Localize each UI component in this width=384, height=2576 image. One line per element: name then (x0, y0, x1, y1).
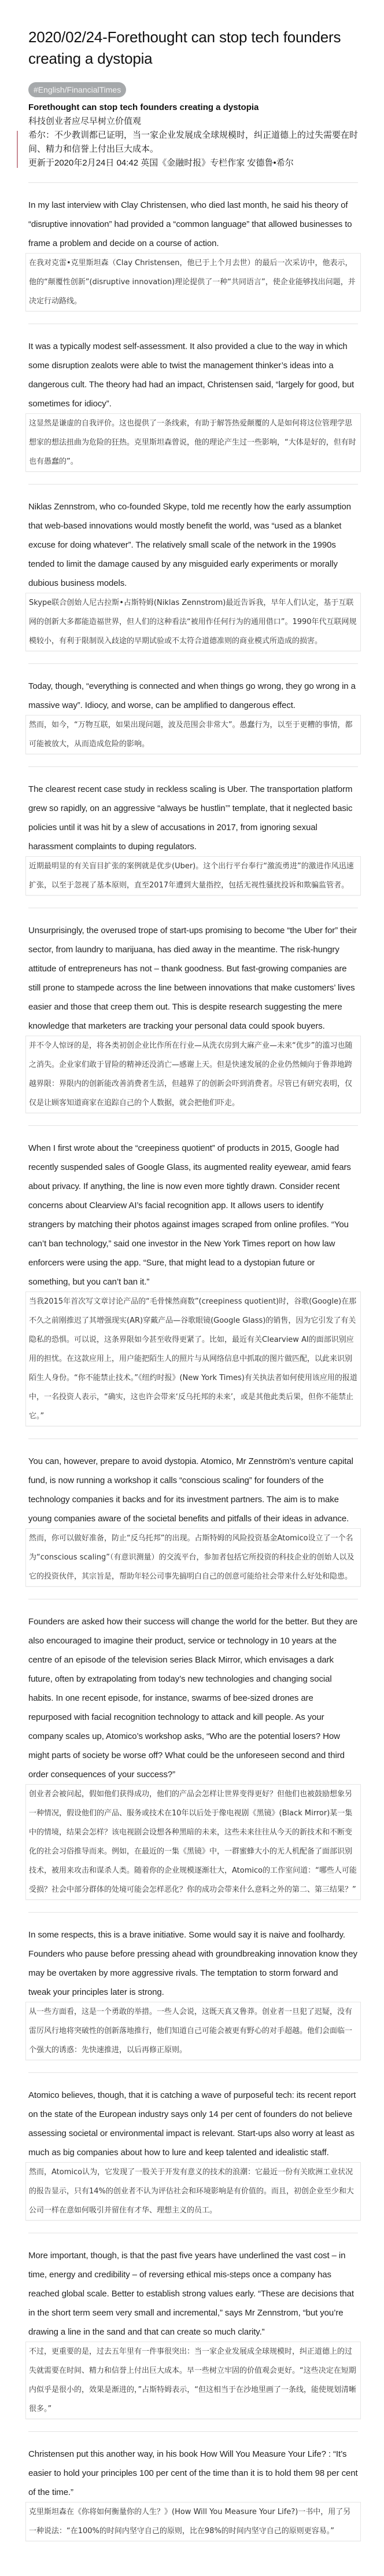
divider (28, 182, 358, 183)
divider (28, 663, 358, 664)
summary-text: 希尔：不少教训都已证明，当一家企业发展成全球规模时，纠正道德上的过失需要在时间、精力和信誉上付出巨大成本。 (28, 130, 359, 154)
paragraph-english: Unsurprisingly, the overused trope of start-ups promising to become “the Uber for” their sector, from laundry to marijuana, has died away in the meantime. The risk-hungry attitude of entrepreneurs has not – thank goodness. But fast-growing companies are still prone to stampede across the line between innovations that make customers’ lives easier and those that creep them out. This is despite research suggesting the mere knowledge that marketers are tracking your personal data could spook buyers. (28, 926, 357, 1031)
paragraph-chinese-translation: 克里斯坦森在《你将如何衡量你的人生？》(How Will You Measure Your Life?)一书中，用了另一种说法：“在100%的时间内坚守自己的原则，比在98%的时间内坚守自己的原则更容易。” (25, 2502, 361, 2541)
paragraph-chinese-translation: 并不令人惊讶的是，将各类初创企业比作所在行业—从洗衣房到大麻产业—未来“优步”的滥习也随之消失。企业家们敢于冒险的精神还没消亡—感谢上天。但是快速发展的企业仍然倾向于鲁莽地跨越界限：界限内的创新能改善消费者生活，但越界了的创新会吓到消费者。尽管已有研究表明，仅仅是让顾客知道商家在追踪自己的个人数据，就会把他们吓走。 (25, 1036, 361, 1113)
paragraph-chinese-translation: 当我2015年首次写文章讨论产品的“毛骨悚然商数”(creepiness quotient)时，谷歌(Google)在那不久之前刚推迟了其增强现实(AR)穿戴产品—谷歌眼镜(Google Glass)的销售，因为它引发了有关隐私的恐惧。可以说，这条界限如今甚至收得更紧了。比如，最近有关Clearview AI的面部识别应用的担忧。在这款应用上，用户能把陌生人的照片与从网络信息中抓取的图片做匹配，以此来识别陌生人身份。“你不能禁止技术。”《纽约时报》(New York Times)有关执法者如何使用该应用的报道中，一名投资人表示，“确实，这也许会带来‘反乌托邦的未来’，或是其他此类后果，但你不能禁止它。” (25, 1291, 361, 1426)
paragraph-chinese-translation: 然而，你可以做好准备，防止“反乌托邦”的出现。占斯特姆的风险投资基金Atomico设立了一个名为“conscious scaling”（有意识测量）的交流平台，参加者包括它所投资的科技企业的创始人以及它的投资伙伴，其宗旨是，帮助年轻公司事先搞明白自己的创意可能给社会带来什么好处和隐患。 (25, 1528, 361, 1587)
paragraph-english: Atomico believes, though, that it is catching a wave of purposeful tech: its recent report on the state of the European industry says only 14 per cent of founders do not believe assessing societal or environmental impact is relevant. Start-ups also worry at least as much as big companies about how to lure and keep talented and idealistic staff. (28, 2090, 356, 2157)
paragraph-english: The clearest recent case study in reckless scaling is Uber. The transportation platform grew so rapidly, on an aggressive “always be hustlin’” template, that it neglected basic policies until it was hit by a slew of accusations in 2017, from ignoring sexual harassment complaints to duping regulators. (28, 784, 353, 852)
divider (28, 1125, 358, 1126)
paragraph-chinese-translation: 在我对克雷•克里斯坦森（Clay Christensen，他已于上个月去世）的最后一次采访中，他表示，他的“颠覆性创新”(disruptive innovation)理论提供了一种“共同语言”，使企业能够找出问题，并决定行动路线。 (25, 253, 361, 311)
divider (28, 484, 358, 485)
paragraph-english: You can, however, prepare to avoid dystopia. Atomico, Mr Zennström’s venture capital fund, is now running a workshop it calls “conscious scaling” for founders of the technology companies it backs and for its investment partners. The aim is to make young companies aware of the societal benefits and pitfalls of their ideas in advance. (28, 1456, 353, 1524)
paragraph-english: Christensen put this another way, in his book How Will You Measure Your Life? : “It’s easier to hold your principles 100 per cent of the time than it is to hold them 98 per cent of the time.” (28, 2449, 358, 2497)
paragraph-chinese-translation: 不过，更重要的是，过去五年里有一件事很突出：当一家企业发展成全球规模时，纠正道德上的过失就需要在时间、精力和信誉上付出巨大成本。早一些树立牢固的价值观会更好。“这些决定在短期内似乎是很小的，效果是渐进的，”占斯特姆表示，“但这相当于在沙地里画了一条线，能使规划清晰很多。” (25, 2342, 361, 2419)
category-tag[interactable]: #English/FinancialTimes (28, 82, 126, 97)
english-headline: Forethought can stop tech founders creating a dystopia (28, 102, 259, 112)
paragraph-chinese-translation: 这显然是谦虚的自我评价。这也提供了一条线索，有助于解答热爱颠覆的人是如何将这位管理学思想家的想法扭曲为危险的狂热。克里斯坦森曾说，他的理论产生过一些影响，“大体是好的，但有时也有愚蠢的”。 (25, 413, 361, 472)
summary-quote (28, 129, 358, 170)
article-body (28, 182, 358, 2541)
paragraph-chinese-translation: 近期最明显的有关盲目扩张的案例就是优步(Uber)。这个出行平台奉行“激流勇进”的激进作风迅速扩张，以至于忽视了基本原则，直至2017年遭到大量指控，包括无视性骚扰投诉和欺骗监管者。 (25, 856, 361, 896)
paragraph-english: Founders are asked how their success will change the world for the better. But they are also encouraged to imagine their product, service or technology in 10 years at the centre of an episode of the television series Black Mirror, which envisages a dark future, often by extrapolating from today’s new technologies and changing social habits. In one recent episode, for instance, swarms of bee-sized drones are repurposed with facial recognition technology to attack and kill people. As your company scales up, Atomico’s workshop asks, “Who are the potential losers? How might parts of society be worse off? What could be the unforeseen second and third order consequences of your success?” (28, 1617, 358, 1779)
paragraph-chinese-translation: 然而，Atomico认为，它发现了一股关于开发有意义的技术的浪潮：它最近一份有关欧洲工业状况的报告显示，只有14%的创业者不认为评估社会和环境影响是有价值的。而且，初创企业至少和大公司一样在意如何吸引并留住有才华、理想主义的员工。 (25, 2162, 361, 2221)
divider (28, 2431, 358, 2432)
paragraph-chinese-translation: Skype联合创始人尼古拉斯•占斯特姆(Niklas Zennstrom)最近告诉我，早年人们认定，基于互联网的创新大多都能造福世界，但人们的这种看法“被用作任何行为的通用借口”。1990年代互联网规模较小，有利于限制误入歧途的早期试验或不太符合道德准则的商业模式所造成的损害。 (25, 593, 361, 651)
paragraph-english: Today, though, “everything is connected and when things go wrong, they go wrong in a massive way”. Idiocy, and worse, can be amplified to dangerous effect. (28, 681, 356, 710)
paragraph-english: More important, though, is that the past five years have underlined the vast cost – in time, energy and credibility – of reversing ethical mis-steps once a company has reached global scale. Better to establish strong values early. “These are decisions that in the short term seem very small and incremental,” says Mr Zennstrom, “but you’re drawing a line in the sand and that can create so much clarity.” (28, 2251, 354, 2337)
page-title: 2020/02/24-Forethought can stop tech founders creating a dystopia (28, 28, 341, 67)
divider (28, 2072, 358, 2073)
paragraph-english: In my last interview with Clay Christensen, who died last month, he said his theory of “disruptive innovation” had provided a “common language” that allowed businesses to frame a problem and decide on a course of action. (28, 200, 352, 248)
chinese-headline: 科技创业者应尽早树立价值观 (28, 116, 142, 126)
paragraph-english: When I first wrote about the “creepiness quotient” of products in 2015, Google had recently suspended sales of Google Glass, its augmented reality eyewear, amid fears about privacy. If anything, the line is now even more tightly drawn. Consider recent concerns about Clearview AI’s facial recognition app. It allows users to identify strangers by matching their photos against images scraped from online profiles. “You can’t ban technology,” said one investor in the New York Times report on how law enforcers were using the app. “Sure, that might lead to a dystopian future or something, but you can’t ban it.” (28, 1143, 351, 1287)
paragraph-english: Niklas Zennstrom, who co-founded Skype, told me recently how the early assumption that web-based innovations would mostly benefit the world, was “used as a blanket excuse for doing whatever”. The relatively small scale of the network in the 1990s tended to limit the damage caused by any misguided early experiments or morally dubious business models. (28, 502, 352, 588)
byline: 更新于2020年2月24日 04:42 英国《金融时报》专栏作家 安德鲁•希尔 (28, 158, 294, 168)
article-meta (28, 101, 358, 170)
paragraph-english: It was a typically modest self-assessment. It also provided a clue to the way in which some disruption zealots were able to twist the management thinker’s ideas into a dangerous cult. The theory had had an impact, Christensen said, “largely for good, but sometimes for idiocy”. (28, 342, 355, 409)
paragraph-chinese-translation: 创业者会被问起，假如他们获得成功，他们的产品会怎样让世界变得更好？但他们也被鼓励想象另一种情况，假设他们的产品、服务或技术在10年以后处于像电视剧《黑镜》(Black Mirror)某一集中的情境，结果会怎样？该电视剧会设想各种黑暗的未来，这些未来往往从今天的新技术和不断变化的社会习俗推导而来。例如，在最近的一集《黑镜》中，一群蜜蜂大小的无人机配备了面部识别技术，被用来攻击和谋杀人类。随着你的企业规模逐渐壮大，Atomico的工作室问道：“哪些人可能受损？社会中部分群体的处境可能会怎样恶化？你的成功会带来什么意料之外的第二、第三结果？” (25, 1784, 361, 1900)
divider (28, 1912, 358, 1913)
paragraph-english: In some respects, this is a brave initiative. Some would say it is naive and foolhardy. Founders who pause before pressing ahead with groundbreaking innovation know they may be overtaken by more aggressive rivals. The temptation to storm forward and tweak your principles later is strong. (28, 1930, 357, 1997)
paragraph-chinese-translation: 然而，如今，“万物互联，如果出现问题，波及范围会非常大”。愚蠢行为，以至于更糟的事情，都可能被放大，从而造成危险的影响。 (25, 715, 361, 754)
divider (28, 766, 358, 767)
paragraph-chinese-translation: 从一些方面看，这是一个勇敢的举措。一些人会说，这既天真又鲁莽。创业者一旦犯了迟疑，没有雷厉风行地将突破性的创新落地推行，他们知道自己可能会被更有野心的对手超越。他们会面临一个强大的诱惑：先快速推进，以后再修正原则。 (25, 2002, 361, 2060)
